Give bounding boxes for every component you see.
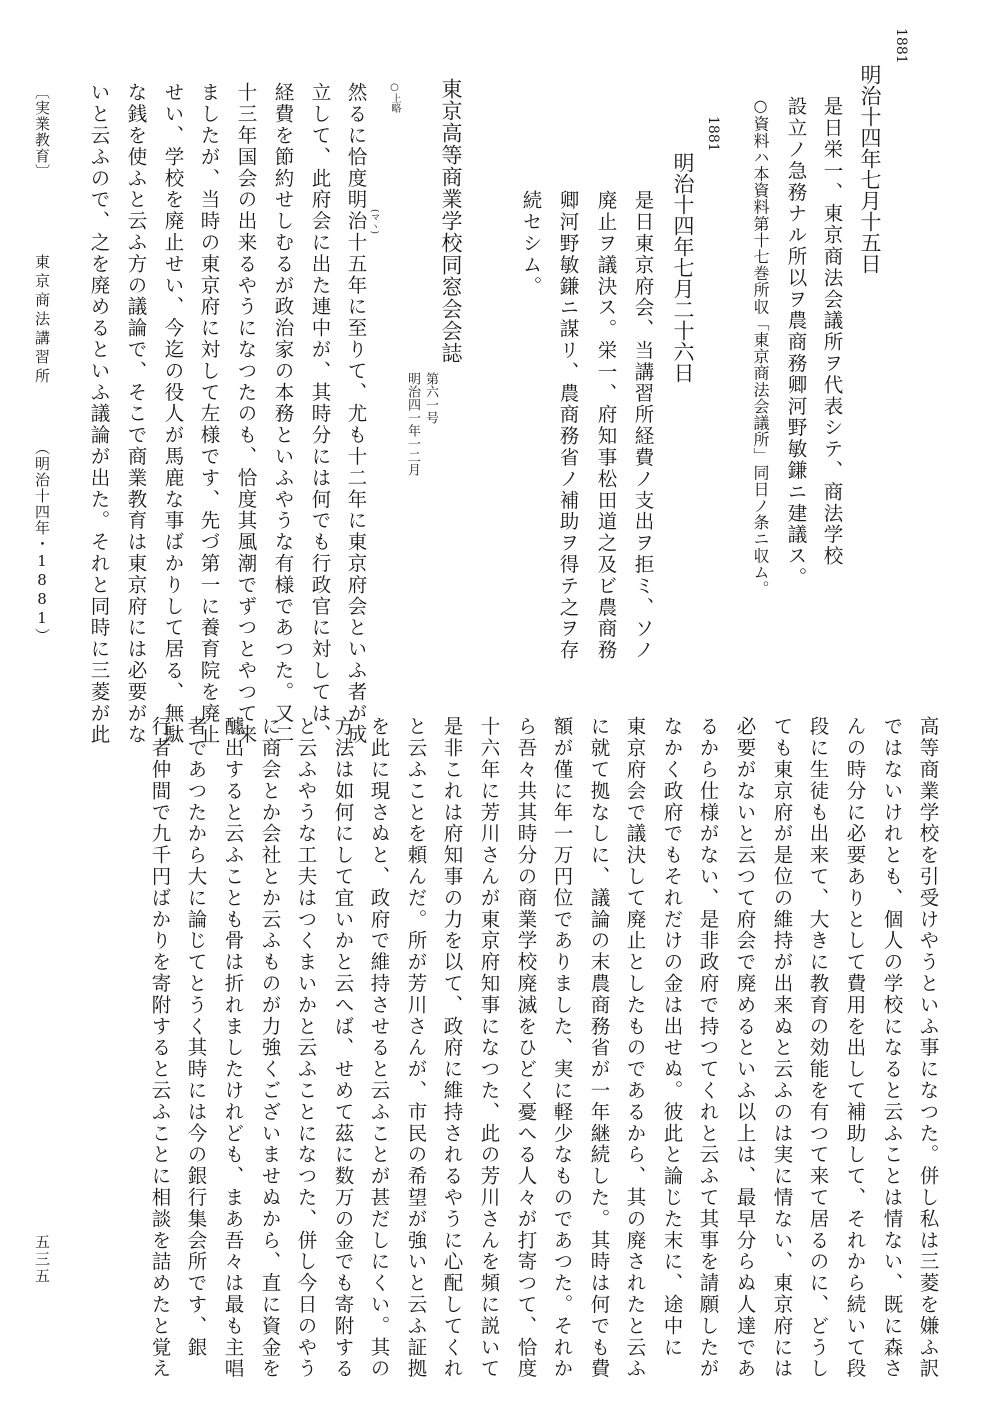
left-line-8: いと云ふので、之を廃めるといふ議論が出た。それと同時に三菱が此 (87, 82, 111, 746)
source-title: 東京高等商業学校同窓会会誌 (439, 78, 463, 364)
source-issue-date: 明治四一年一二月 (405, 372, 420, 476)
entry2-line-4: 続セシム。 (519, 190, 543, 297)
right-line-8: なかく政府でもそれだけの金は出せぬ。彼此と論じた末に、途中に (660, 716, 684, 1358)
right-line-3: んの時分に必要ありとして費用を出して補助して、それから続いて段 (843, 716, 867, 1380)
right-line-9: 東京府会で議決して廃止としたものであるから、其の廃されたと云ふ (623, 716, 647, 1380)
footer-period: （明治十四年・1881） (33, 440, 51, 644)
right-line-14: 是非これは府知事の力を以て、政府に維持されるやうに心配してくれ (440, 716, 464, 1380)
entry1-date: 明治十四年七月十五日 (858, 64, 882, 274)
entry1-note: ○資料ハ本資料第十七巻所収「東京商法会議所」同日ノ条ニ収ム。 (751, 96, 770, 597)
right-line-20: 醵出すると云ふことも骨は折れましたけれども、まあ吾々は最も主唱 (221, 716, 245, 1380)
right-line-2: ではないけれとも、個人の学校になると云ふことは情ない、既に森さ (880, 716, 904, 1380)
right-line-10: に就て拠なしに、議論の末農商務省が一年継続した。其時は何でも費 (587, 716, 611, 1380)
right-line-11: 額が僅に年一万円位でありました、実に軽少なものであつた。それか (550, 716, 574, 1380)
omitted-note: ○上略 (389, 82, 400, 113)
entry2-date: 明治十四年七月二十六日 (671, 152, 695, 383)
left-line-7: な銭を使ふと云ふ方の議論で、そこで商業教育は東京府には必要がな (124, 82, 148, 746)
source-issue: 第六一号 (423, 372, 438, 424)
left-line-5: ましたが、当時の東京府に対して左様です、先づ第一に養育院を廃止 (197, 82, 221, 746)
right-line-5: ても東京府が是位の維持が出来ぬと云ふのは実に情ない、東京府には (770, 716, 794, 1380)
footer-section: 〔実業教育〕 (33, 84, 51, 180)
right-line-7: るから仕様がない、是非政府で持つてくれと云ふて其事を請願したが (696, 716, 720, 1380)
right-line-13: 十六年に芳川さんが東京府知事になつた、此の芳川さんを頻に説いて (477, 716, 501, 1380)
page-number: 五三五 (33, 1234, 51, 1285)
left-line-2: 立して、此府会に出た連中が、其時分には何でも行政官に対しては、 (308, 82, 332, 746)
entry2-line-3: 卿河野敏鎌ニ謀リ、農商務省ノ補助ヲ得テ之ヲ存 (556, 190, 580, 661)
right-line-17: 方法は如何にして宜いかと云へば、せめて茲に数万の金でも寄附する (331, 716, 355, 1380)
ruby-note: (マヽ) (369, 209, 379, 235)
right-line-16: を此に現さぬと、政府で維持させると云ふことが甚だしにくい。其の (367, 716, 391, 1380)
right-line-15: と云ふことを頼んだ。所が芳川さんが、市民の希望が強いと云ふ証拠 (404, 716, 428, 1380)
entry2-year: 1881 (705, 116, 721, 152)
right-line-18: と云ふやうな工夫はつくまいかと云ふことになつた、併し今日のやう (294, 716, 318, 1380)
entry1-line-1: 是日栄一、東京商法会議所ヲ代表シテ、商法学校 (820, 96, 844, 567)
right-line-21: 者であつたから大に論じてとうく其時には今の銀行集会所です、銀 (184, 716, 208, 1358)
right-line-1: 高等商業学校を引受けやうといふ事になつた。併し私は三菱を嫌ふ訳 (916, 716, 940, 1380)
right-line-12: ら吾々共其時分の商業学校廃滅をひどく憂へる人々が打寄つて、恰度 (514, 716, 538, 1380)
right-line-19: に商会とか会社とか云ふものが力強くございませぬから、直に資金を (258, 716, 282, 1380)
left-line-3: 経費を節約せしむるが政治家の本務といふやうな有様であつた。又二 (271, 82, 295, 746)
left-line-1: 然るに恰度明治十五年に至りて、尤も十二年に東京府会といふ者が成 (344, 82, 368, 746)
left-line-4: 十三年国会の出来るやうになつたのも、恰度其風潮でずつとやつて来 (234, 82, 258, 746)
footer-topic: 東京商法講習所 (33, 254, 51, 387)
entry1-year: 1881 (893, 28, 909, 64)
right-line-6: 必要がないと云つて府会で廃めるといふ以上は、最早分らぬ人達であ (733, 716, 757, 1380)
entry2-line-1: 是日東京府会、当講習所経費ノ支出ヲ拒ミ、ソノ (631, 190, 655, 661)
left-line-6: せい、学校を廃止せい、今迄の役人が馬鹿な事ばかりして居る、無駄 (161, 82, 185, 746)
entry1-line-2: 設立ノ急務ナル所以ヲ農商務卿河野敏鎌ニ建議ス。 (784, 96, 808, 589)
right-line-22: 行者仲間で九千円ばかりを寄附すると云ふことに相談を詰めたと覚え (148, 716, 172, 1380)
entry2-line-2: 廃止ヲ議決ス。栄一、府知事松田道之及ビ農商務 (594, 190, 618, 661)
right-line-4: 段に生徒も出来て、大きに教育の効能を有つて来て居るのに、どうし (806, 716, 830, 1380)
